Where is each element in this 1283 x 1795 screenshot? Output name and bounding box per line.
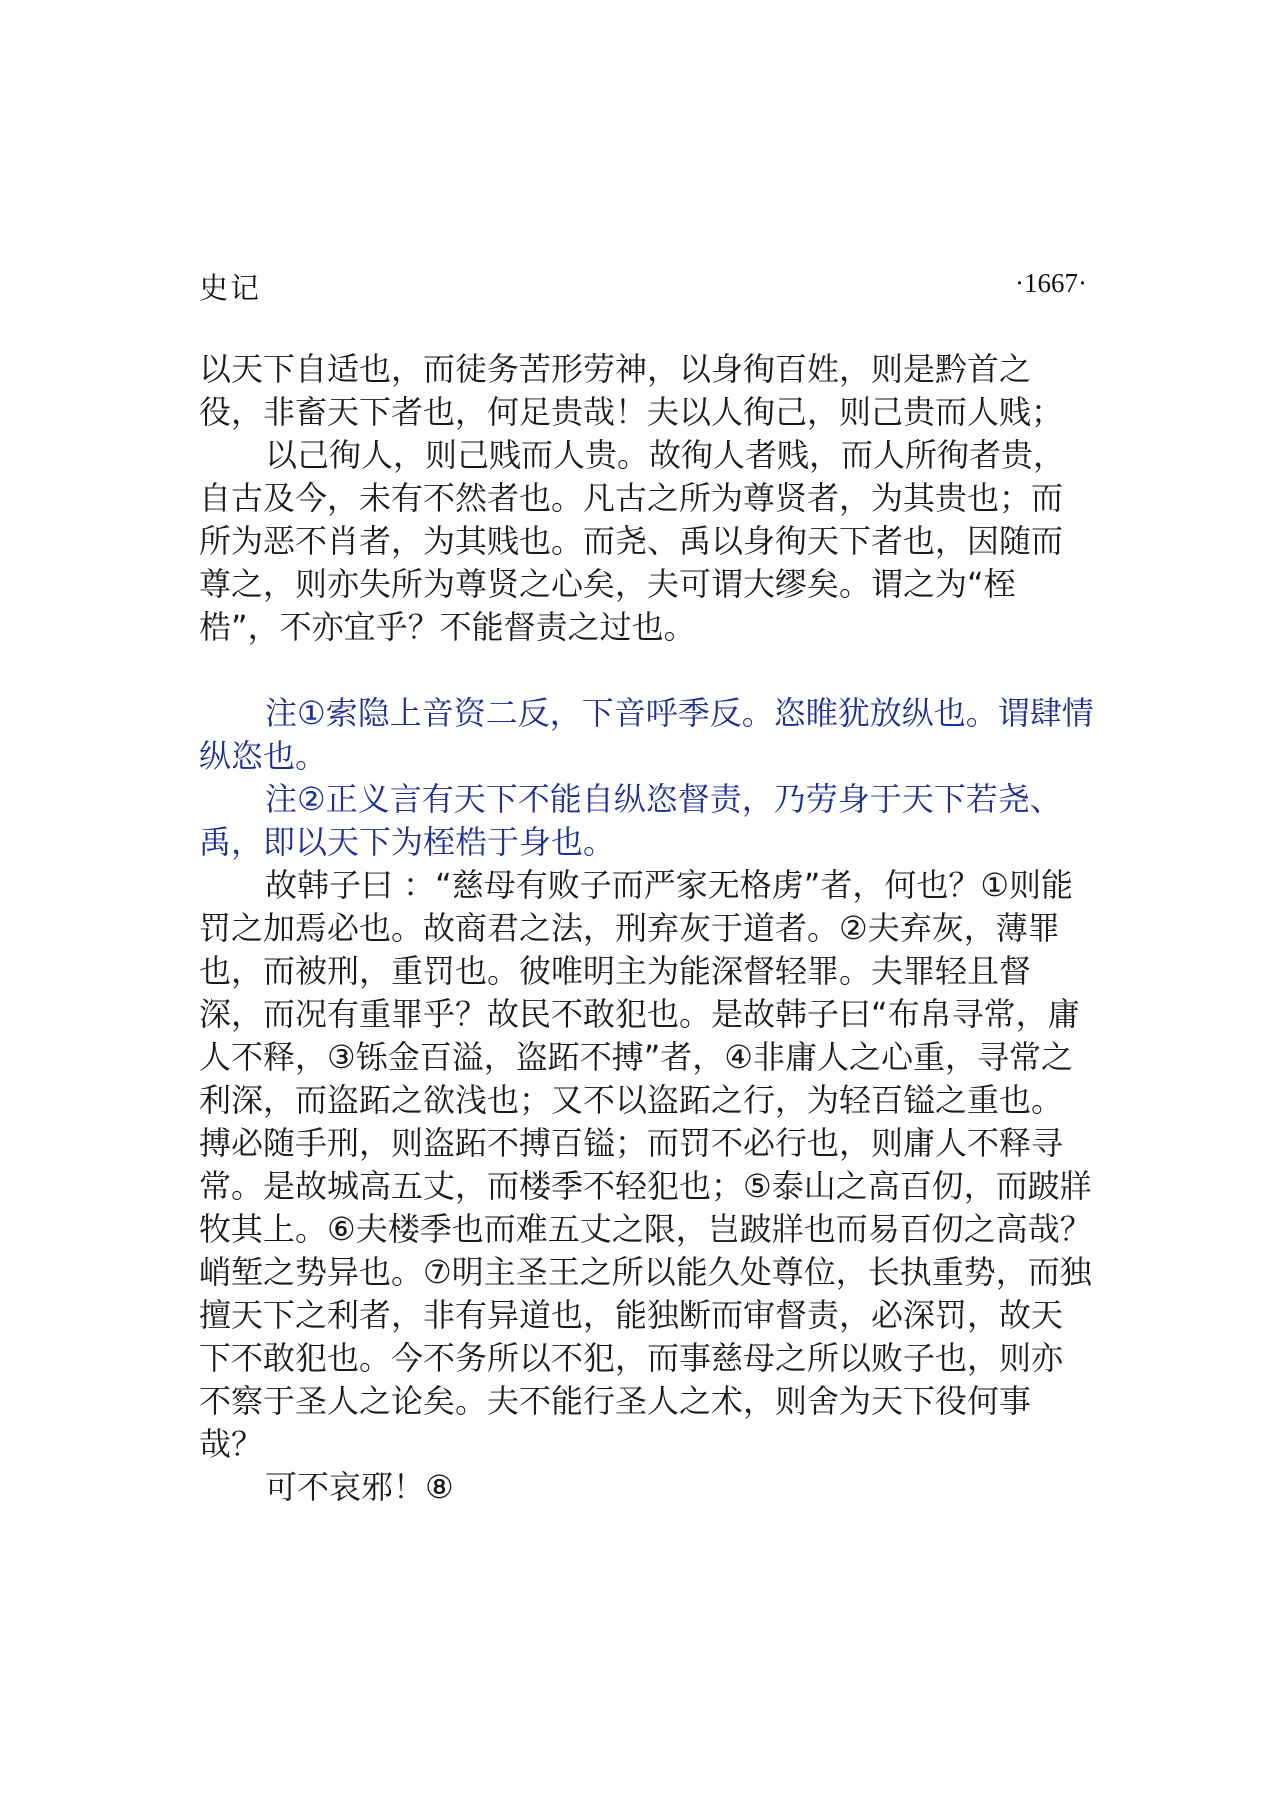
paragraph: 故韩子曰 ：“慈母有败子而严家无格虏”者，何也？①则能罚之加焉必也。故商君之法，刑弃灰于道者。②夫弃灰，薄罪也，而被刑，重罚也。彼唯明主为能深督轻罪。夫罪轻且督深，而况有重罪乎？故民不敢犯也。是故韩子曰“布帛寻常，庸人不释，③铄金百溢，盗跖不搏”者，④非庸人之心重，寻常之利深，而盗跖之欲浅也；又不以盗跖之行，为轻百镒之重也。搏必随手刑，则盗跖不搏百镒；而罚不必行也，则庸人不释寻常。是故城高五丈，而楼季不轻犯也；⑤泰山之高百仞，而跛牂牧其上。⑥夫楼季也而难五丈之限，岂跛牂也而易百仞之高哉？峭堑之势异也。⑦明主圣王之所以能久处尊位，长执重势，而独擅天下之利者，非有异道也，能独断而审督责，必深罚，故天下不敢犯也。今不务所以不犯，而事慈母之所以败子也，则亦不察于圣人之论矣。夫不能行圣人之术，则舍为天下役何事哉？: [199, 866, 1092, 1463]
paragraph: 可不哀邪！⑧: [265, 1468, 454, 1506]
book-title: 史记: [199, 271, 262, 305]
annotation-note: 注①索隐上音资二反，下音呼季反。恣睢犹放纵也。谓肆情纵恣也。: [199, 694, 1094, 775]
page-number: ·1667·: [1015, 268, 1087, 298]
paragraph-spacer: [199, 649, 1094, 692]
paragraph: 以天下自适也，而徒务苦形劳神，以身徇百姓，则是黔首之役，非畜天下者也，何足贵哉！夫以人徇己，则己贵而人贱；: [199, 350, 1064, 431]
main-text: [199, 348, 1094, 1509]
paragraph: 以己徇人，则己贱而人贵。故徇人者贱，而人所徇者贵，自古及今，未有不然者也。凡古之所为尊贤者，为其贵也；而所为恶不肖者，为其贱也。而尧、禹以身徇天下者也，因随而尊之，则亦失所为尊贤之心矣，夫可谓大缪矣。谓之为“桎梏”，不亦宜乎？不能督责之过也。: [199, 436, 1066, 646]
page-header: [199, 266, 1087, 310]
annotation-note: 注②正义言有天下不能自纵恣督责，乃劳身于天下若尧、禹，即以天下为桎梏于身也。: [199, 780, 1062, 861]
